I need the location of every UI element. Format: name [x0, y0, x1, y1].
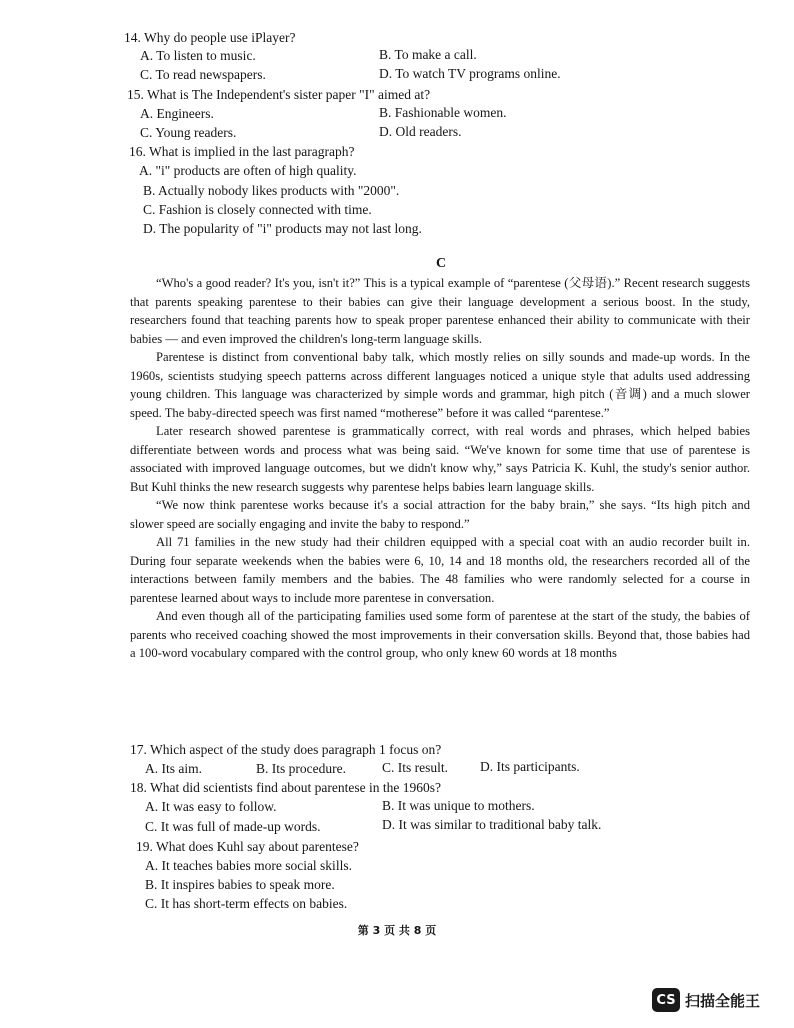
q18-option-a: A. It was easy to follow. [145, 799, 277, 814]
q15-option-b: B. Fashionable women. [379, 105, 507, 120]
q19-option-c: C. It has short-term effects on babies. [145, 896, 348, 911]
q17-option-c: C. Its result. [382, 760, 448, 775]
q19-option-b: B. It inspires babies to speak more. [145, 877, 335, 892]
q14-option-b: B. To make a call. [379, 47, 477, 62]
q14-option-c: C. To read newspapers. [140, 67, 266, 82]
q15-option-c: C. Young readers. [140, 125, 237, 140]
reading-passage-c [130, 274, 750, 663]
q16-option-c: C. Fashion is closely connected with time. [143, 202, 372, 217]
q14-option-a: A. To listen to music. [140, 48, 256, 63]
q15-option-d: D. Old readers. [379, 124, 462, 139]
q15-option-a: A. Engineers. [140, 106, 214, 121]
q16-option-a: A. "i" products are often of high quality. [139, 163, 357, 178]
passage-paragraph-2: Parentese is distinct from conventional baby talk, which mostly relies on silly sounds and made-up words. In the 1960s, scientists studying speech patterns across different languages noticed a unique style that adults used addressing young children. This language was characterized by simple words and grammar, high pitch (音调) and a much slower speed. The baby-directed speech was first named “motherese” before it was called “parentese.” [130, 350, 750, 420]
question-18-stem: 18. What did scientists find about parentese in the 1960s? [130, 780, 441, 795]
q16-option-b: B. Actually nobody likes products with "2000". [143, 183, 400, 198]
q17-option-a: A. Its aim. [145, 761, 202, 776]
q18-option-b: B. It was unique to mothers. [382, 798, 535, 813]
q14-option-d: D. To watch TV programs online. [379, 66, 561, 81]
question-15-stem: 15. What is The Independent's sister paper "I" aimed at? [127, 87, 431, 102]
page-number-footer: 第 3 页 共 8 页 [357, 924, 437, 937]
passage-paragraph-3: Later research showed parentese is grammatically correct, with real words and phrases, which helped babies differentiate between words and process what was being said. “We've known for some time that use of parentese is associated with improved language outcomes, but we didn't know why,” says Patricia K. Kuhl, the study's senior author. But Kuhl thinks the new research suggests why parentese helps babies learn language skills. [130, 424, 750, 494]
watermark-text: 扫描全能王 [685, 991, 761, 1010]
section-heading-c: C [436, 256, 447, 271]
passage-paragraph-4: “We now think parentese works because it's a social attraction for the baby brain,” she says. “Its high pitch and slower speed are socially engaging and invite the baby to respond.” [130, 498, 750, 531]
passage-paragraph-6: And even though all of the participating families used some form of parentese at the start of the study, the babies of parents who received coaching showed the most improvements in their conversation skills. Beyond that, those babies had a 100-word vocabulary compared with the control group, who only knew 60 words at 18 months [130, 609, 750, 660]
q18-option-d: D. It was similar to traditional baby talk. [382, 817, 602, 832]
q16-option-d: D. The popularity of "i" products may not last long. [143, 221, 422, 236]
q18-option-c: C. It was full of made-up words. [145, 819, 321, 834]
question-14-stem: 14. Why do people use iPlayer? [124, 30, 296, 45]
question-16-stem: 16. What is implied in the last paragraph? [129, 144, 355, 159]
question-19-stem: 19. What does Kuhl say about parentese? [136, 839, 359, 854]
passage-paragraph-1: “Who's a good reader? It's you, isn't it?” This is a typical example of “parentese (父母语).” Recent research suggests that parents speaking parentese to their babies can give their language development a serious boost. In the study, researchers found that teaching parents how to speak proper parentese enhanced their ability to communicate with their babies — and even improved the children's long-term language skills. [130, 276, 750, 346]
scanner-watermark [652, 987, 760, 1013]
passage-paragraph-5: All 71 families in the new study had their children equipped with a special coat with an audio recorder built in. During four separate weekends when the babies were 6, 10, 14 and 18 months old, the researchers recorded all of the interactions between family members and the babies. The 48 families who were randomly selected for a course in parentese learned about ways to include more parentese in conversation. [130, 535, 750, 605]
q19-option-a: A. It teaches babies more social skills. [145, 858, 352, 873]
q17-option-d: D. Its participants. [480, 759, 580, 774]
question-17-stem: 17. Which aspect of the study does paragraph 1 focus on? [130, 742, 442, 757]
q17-option-b: B. Its procedure. [256, 761, 346, 776]
camscanner-logo-icon: CS [652, 988, 680, 1012]
